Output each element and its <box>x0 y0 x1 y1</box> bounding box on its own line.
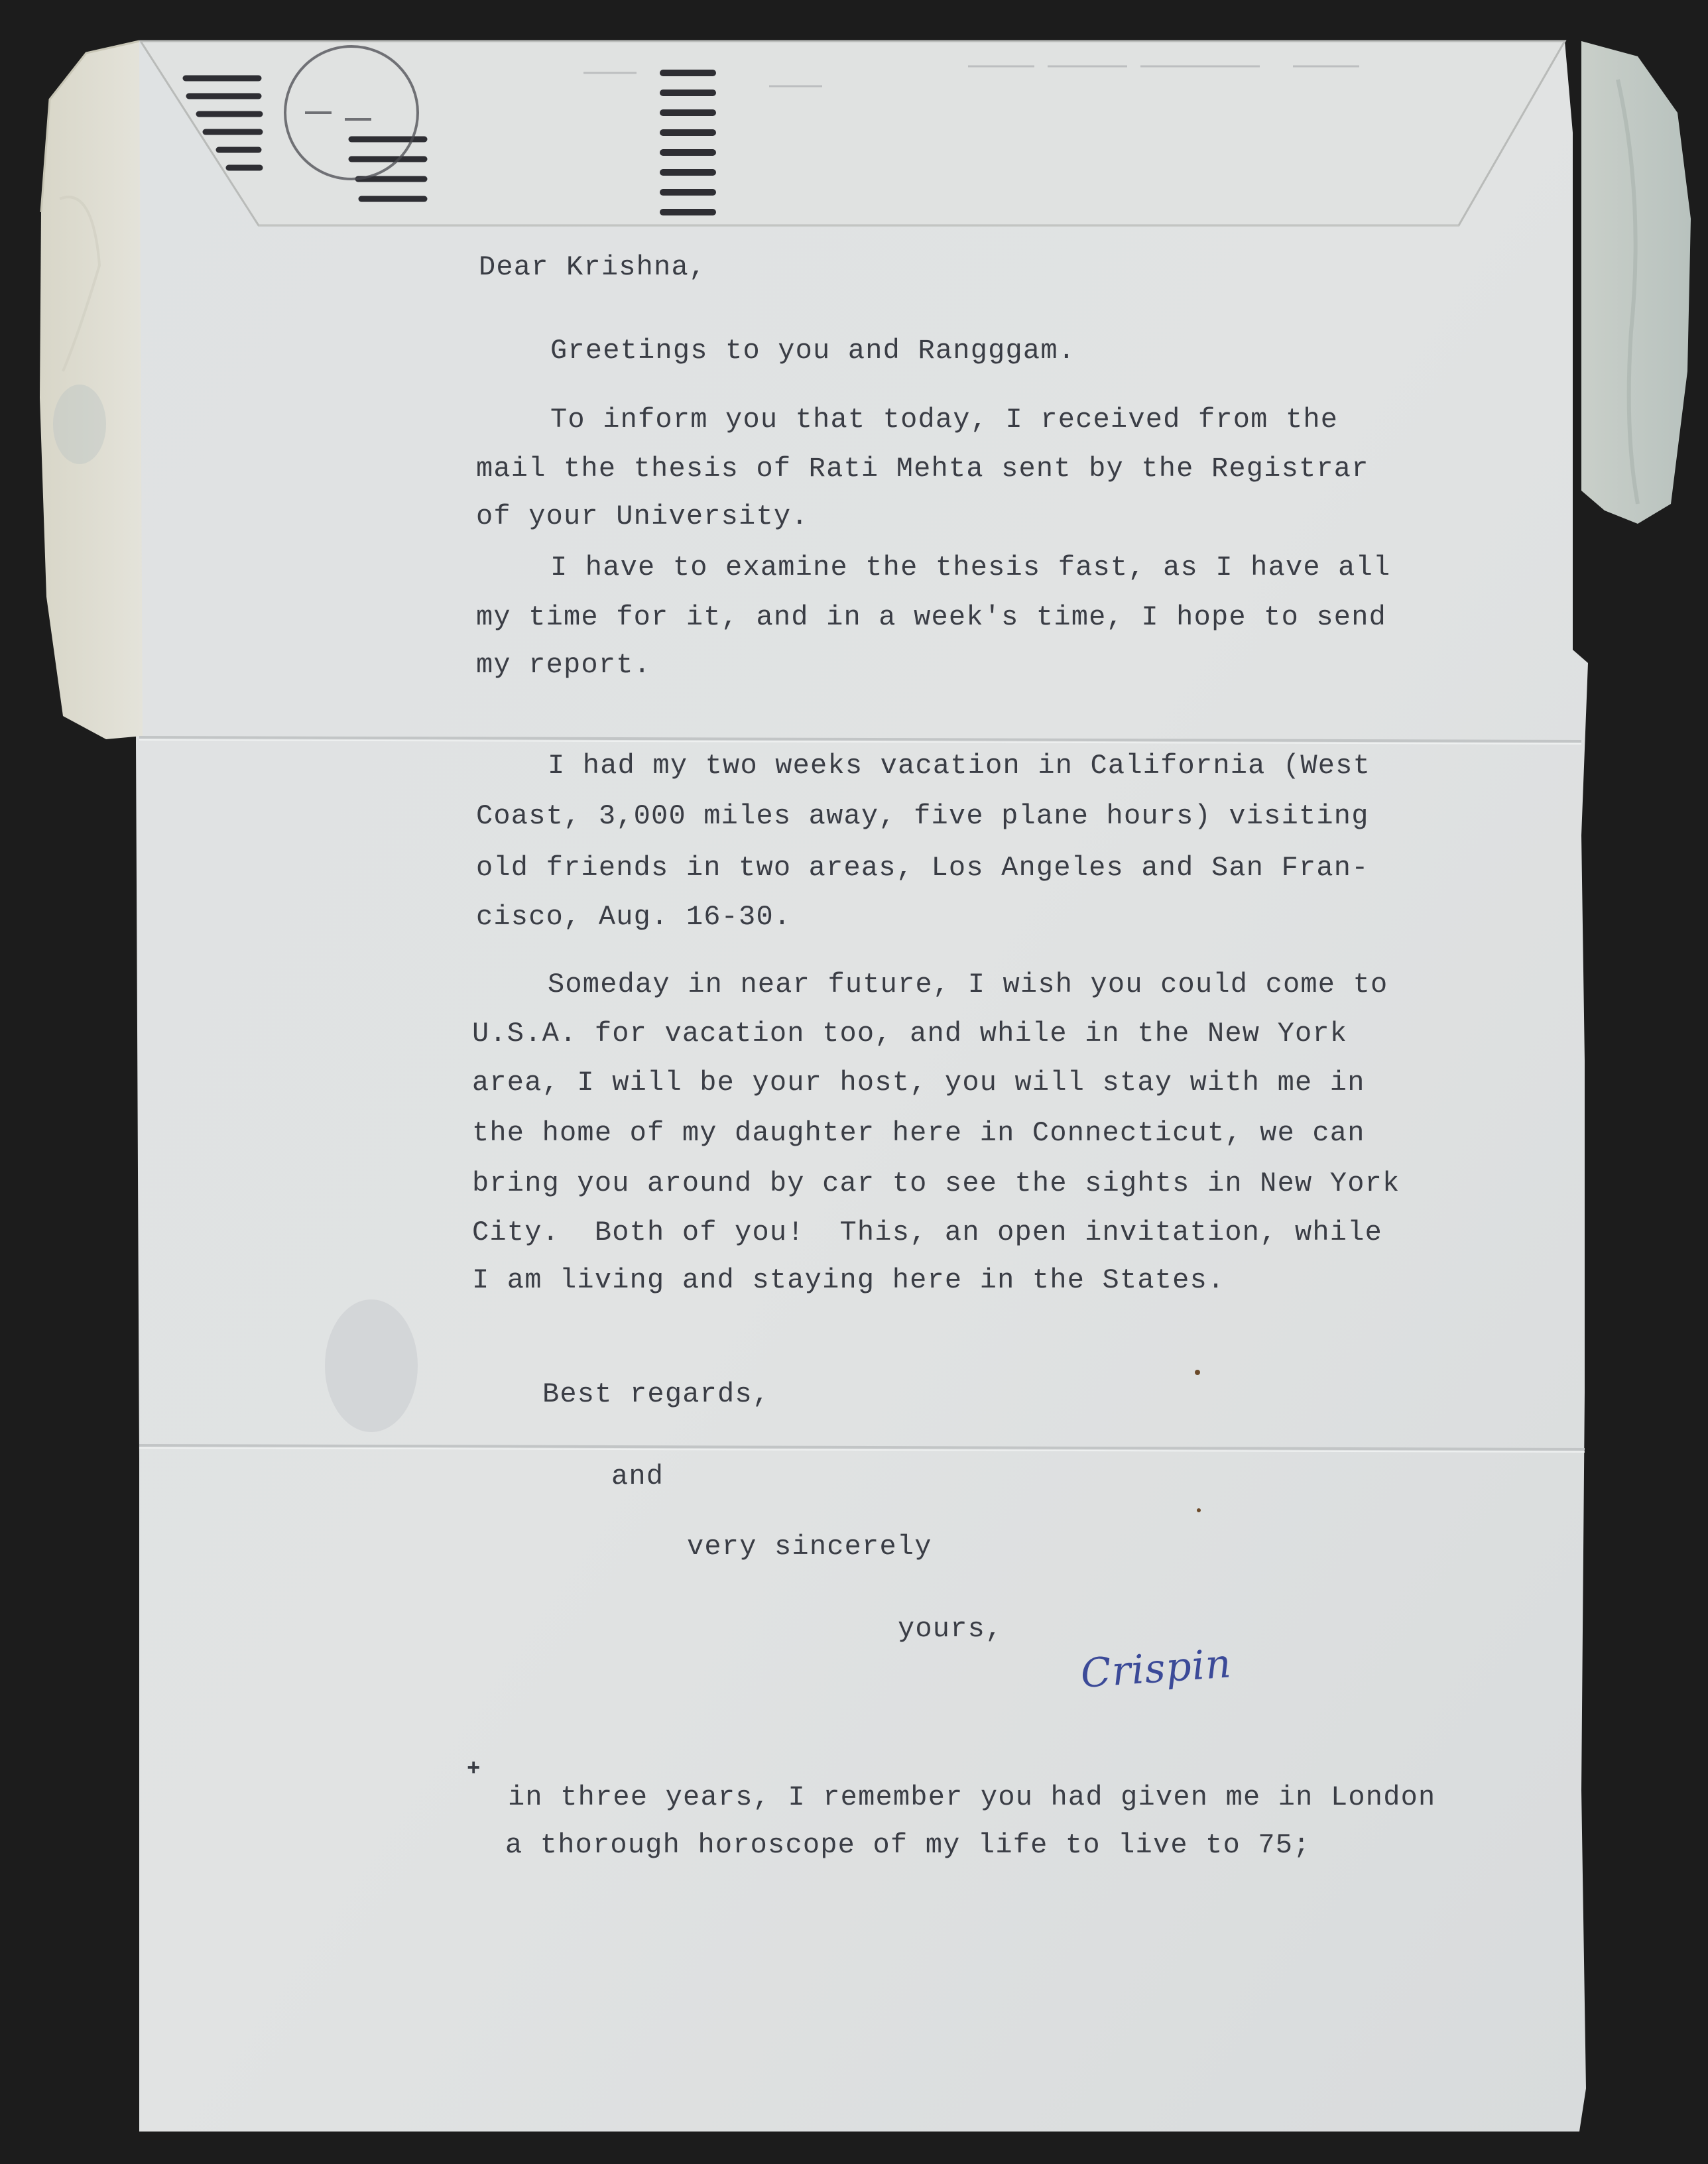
paragraph-4-line-6: City. Both of you! This, an open invitation, while <box>472 1217 1383 1248</box>
paragraph-3-line-1: I had my two weeks vacation in California (West <box>548 750 1371 782</box>
paragraph-3-line-3: old friends in two areas, Los Angeles and San Fran- <box>476 852 1369 884</box>
envelope-flap <box>141 41 1565 225</box>
paragraph-4-line-1: Someday in near future, I wish you could come to <box>548 969 1388 1000</box>
paragraph-4-line-3: area, I will be your host, you will stay with me in <box>472 1067 1365 1099</box>
paragraph-4-line-5: bring you around by car to see the sights in New York <box>472 1168 1400 1199</box>
closing-very-sincerely: very sincerely <box>687 1531 932 1563</box>
footnote-mark: + <box>467 1757 481 1782</box>
closing-yours: yours, <box>898 1613 1003 1645</box>
paragraph-1-line-1: To inform you that today, I received from the <box>550 404 1339 436</box>
footnote-line-1: in three years, I remember you had given me in London <box>508 1781 1436 1813</box>
greeting-line: Greetings to you and Rangggam. <box>550 335 1076 367</box>
paragraph-2-line-3: my report. <box>476 649 652 681</box>
paragraph-1-line-2: mail the thesis of Rati Mehta sent by the Registrar <box>476 453 1369 485</box>
paragraph-4-line-7: I am living and staying here in the States. <box>472 1264 1225 1296</box>
closing-and: and <box>611 1461 664 1492</box>
footnote-line-2: a thorough horoscope of my life to live to 75; <box>505 1829 1311 1861</box>
paragraph-1-line-3: of your University. <box>476 501 809 532</box>
salutation: Dear Krishna, <box>479 251 707 283</box>
paragraph-3-line-4: cisco, Aug. 16-30. <box>476 901 792 933</box>
handwritten-signature: Crispin <box>1079 1640 1233 1697</box>
closing-best-regards: Best regards, <box>542 1378 770 1410</box>
paragraph-2-line-1: I have to examine the thesis fast, as I have all <box>550 552 1391 583</box>
paragraph-4-line-4: the home of my daughter here in Connecticut, we can <box>472 1117 1365 1149</box>
paragraph-3-line-2: Coast, 3,000 miles away, five plane hours) visiting <box>476 800 1369 832</box>
paragraph-4-line-2: U.S.A. for vacation too, and while in the New York <box>472 1018 1348 1050</box>
paragraph-2-line-2: my time for it, and in a week's time, I hope to send <box>476 601 1387 633</box>
